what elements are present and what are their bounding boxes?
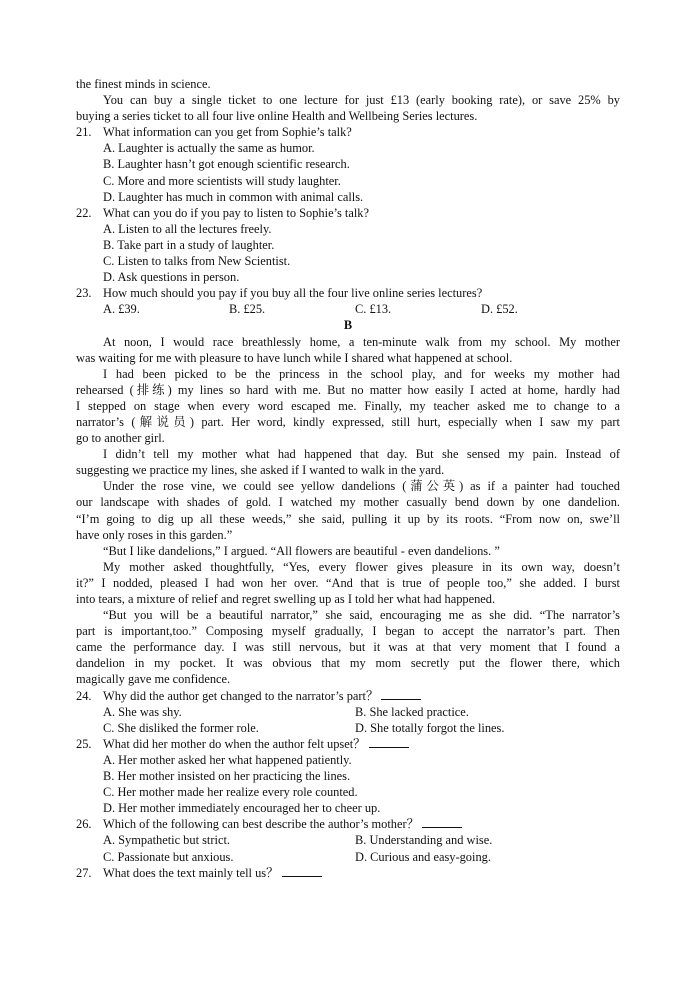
question-26 xyxy=(76,816,620,832)
answer-blank[interactable] xyxy=(381,688,421,700)
question-text: What information can you get from Sophie’s talk? xyxy=(103,125,352,140)
option: B. £25. xyxy=(229,302,266,317)
option: D. £52. xyxy=(481,302,518,317)
question-25 xyxy=(76,736,620,752)
answer-blank[interactable] xyxy=(422,816,462,828)
section-heading: B xyxy=(343,318,353,333)
question-number: 25. xyxy=(76,736,92,751)
answer-blank[interactable] xyxy=(282,865,322,877)
option: B. Her mother insisted on her practicing the lines. xyxy=(103,769,351,784)
question-text: Why did the author get changed to the narrator’s part？ xyxy=(103,688,379,703)
passage-line: “But you will be a beautiful narrator,” she said, encouraging me as she did. “The narrator’s xyxy=(103,608,620,623)
options-row xyxy=(76,704,620,720)
passage-line: suggesting we practice my lines, she asked if I wanted to walk in the yard. xyxy=(76,463,445,478)
question-number: 22. xyxy=(76,205,92,220)
option: A. Sympathetic but strict. xyxy=(103,833,230,848)
options-row xyxy=(76,849,620,865)
passage-line: into tears, a mixture of relief and regret swelling up as I told her what had happened. xyxy=(76,592,496,606)
passage-line: “I’m going to dig up all these weeds,” she said, pulling it up by its roots. “From now on, swe’ll xyxy=(76,511,620,526)
passage-line: narrator’s (解说员) part. Her word, kindly expressed, still hurt, especially when I saw my part xyxy=(76,414,620,429)
option: D. She totally forgot the lines. xyxy=(355,720,505,735)
document-page xyxy=(76,76,620,881)
option: C. Passionate but anxious. xyxy=(103,849,234,864)
passage-line: My mother asked thoughtfully, “Yes, every flower gives pleasure in its own way, doesn’t xyxy=(103,559,620,574)
option: B. Take part in a study of laughter. xyxy=(103,237,275,252)
option: A. £39. xyxy=(103,302,140,317)
passage-line: I stepped on stage when every word escaped me. Finally, my teacher asked me to change to a xyxy=(76,398,620,413)
option: C. Listen to talks from New Scientist. xyxy=(103,254,291,269)
passage-line: “But I like dandelions,” I argued. “All flowers are beautiful - even dandelions. ” xyxy=(103,543,500,558)
option: C. Her mother made her realize every role counted. xyxy=(103,785,358,800)
question-number: 27. xyxy=(76,865,92,880)
passage-line: dandelion in my pocket. It was obvious that my mom secretly put the flower there, which xyxy=(76,656,620,671)
passage-line: have only roses in this garden.” xyxy=(76,527,233,542)
option: A. Her mother asked her what happened patiently. xyxy=(103,752,352,767)
option: C. She disliked the former role. xyxy=(103,720,259,735)
question-22 xyxy=(76,205,620,221)
intro-line: the finest minds in science. xyxy=(76,77,211,91)
option: A. Laughter is actually the same as humor. xyxy=(103,141,315,156)
answer-blank[interactable] xyxy=(369,736,409,748)
option: D. Her mother immediately encouraged her to cheer up. xyxy=(103,801,381,816)
passage-line: rehearsed (排练) my lines so hard with me. But no matter how easily I acted at home, hardly had xyxy=(76,382,620,397)
passage-line: I had been picked to be the princess in the school play, and for weeks my mother had xyxy=(103,366,620,381)
passage-line: came the performance day. I was still nervous, but it was at that very moment that I found a xyxy=(76,640,620,655)
passage-line: part is important,too.” Composing myself gradually, I began to accept the narrator’s part. Then xyxy=(76,624,620,639)
question-number: 21. xyxy=(76,125,92,140)
passage-line: was waiting for me with pleasure to have lunch while I shared what happened at school. xyxy=(76,350,513,365)
question-24 xyxy=(76,688,620,704)
question-number: 23. xyxy=(76,286,92,301)
passage-line: At noon, I would race breathlessly home, a ten-minute walk from my school. My mother xyxy=(103,334,620,349)
option: D. Laughter has much in common with animal calls. xyxy=(103,189,364,204)
passage-line: magically gave me confidence. xyxy=(76,672,231,687)
passage-line: go to another girl. xyxy=(76,431,165,446)
question-number: 24. xyxy=(76,688,92,703)
question-21 xyxy=(76,124,620,140)
intro-line: You can buy a single ticket to one lecture for just £13 (early booking rate), or save 25% by xyxy=(103,93,620,108)
passage-line: our landscape with shades of gold. I watched my mother casually bend down by one dandelion. xyxy=(76,495,620,510)
options-row xyxy=(76,301,620,317)
option: C. £13. xyxy=(355,302,392,317)
option: B. Understanding and wise. xyxy=(355,833,493,848)
option: C. More and more scientists will study laughter. xyxy=(103,173,341,188)
option: B. She lacked practice. xyxy=(355,704,469,719)
question-text: Which of the following can best describe the author’s mother？ xyxy=(103,817,419,832)
question-text: How much should you pay if you buy all the four live online series lectures? xyxy=(103,286,483,301)
question-text: What did her mother do when the author felt upset？ xyxy=(103,736,366,751)
question-text: What does the text mainly tell us？ xyxy=(103,865,279,880)
option: A. She was shy. xyxy=(103,704,182,719)
passage-line: I didn’t tell my mother what had happened that day. But she sensed my pain. Instead of xyxy=(103,447,620,462)
question-number: 26. xyxy=(76,817,92,832)
question-27 xyxy=(76,865,620,881)
option: B. Laughter hasn’t got enough scientific research. xyxy=(103,157,350,172)
passage-line: it?” I nodded, pleased I had won her over. “And that is true of people too,” she added. I burst xyxy=(76,575,620,590)
question-text: What can you do if you pay to listen to Sophie’s talk? xyxy=(103,205,370,220)
options-row xyxy=(76,832,620,848)
option: D. Curious and easy-going. xyxy=(355,849,491,864)
question-23 xyxy=(76,285,620,301)
options-row xyxy=(76,720,620,736)
option: A. Listen to all the lectures freely. xyxy=(103,221,272,236)
intro-line: buying a series ticket to all four live online Health and Wellbeing Series lectures. xyxy=(76,109,478,124)
passage-line: Under the rose vine, we could see yellow dandelions (蒲公英) as if a painter had touched xyxy=(103,479,620,494)
option: D. Ask questions in person. xyxy=(103,270,240,285)
